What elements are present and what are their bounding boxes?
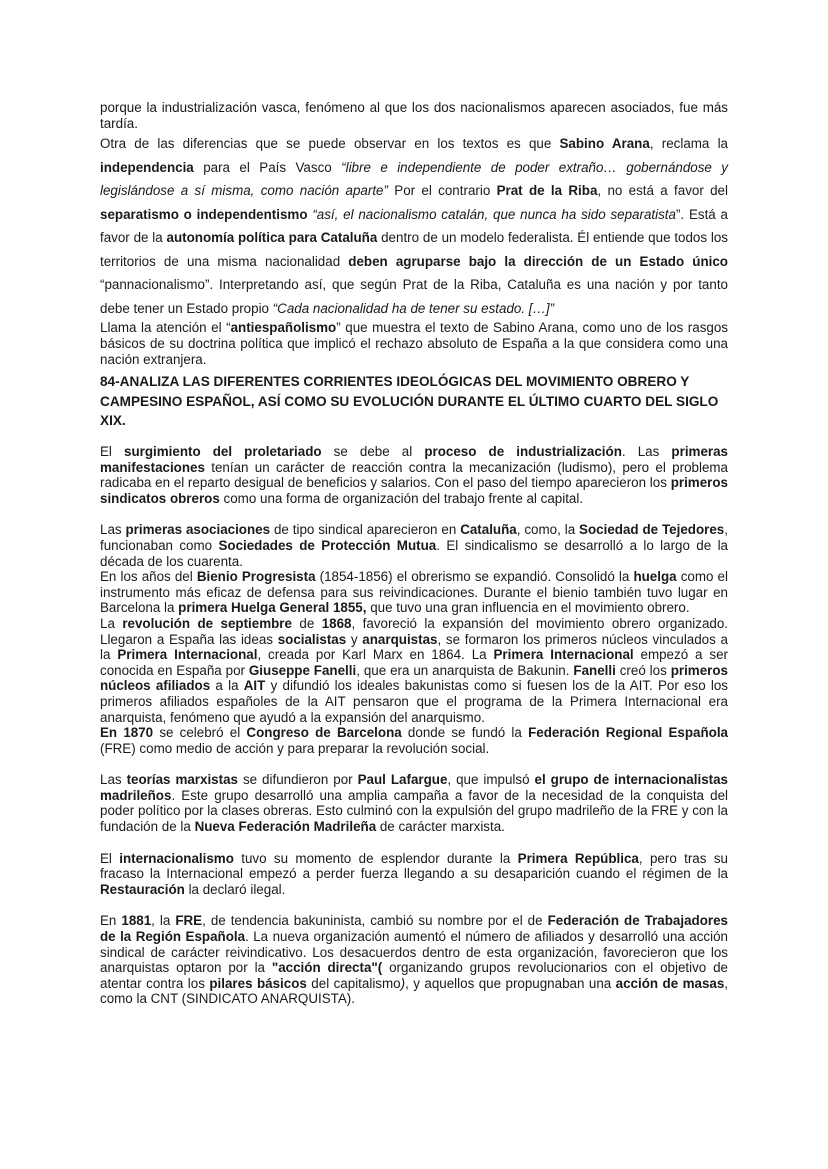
paragraph [100,132,728,320]
bold-text: Restauración [100,881,185,897]
bold-text: Bienio Progresista [196,569,316,585]
text-run: , funcionaban como [100,522,728,553]
text-run: Llama la atención el “ [100,320,231,335]
text-run: En los años del [100,569,197,585]
text-run: tenían un carácter de reacción contra la mecanización (ludismo), pero el problema radicaba en el reparto desigual de beneficios y salarios. Con el paso del tiempo aparecieron los [100,459,728,491]
bold-text: Giuseppe Fanelli [248,662,357,678]
paragraph [100,725,728,756]
text-run: (FRE) como medio de acción y para preparar la revolución social. [100,740,490,756]
text-run: , reclama la [649,136,728,151]
bold-text: Cataluña [460,522,517,538]
text-run: de carácter marxista. [376,819,505,835]
text-run: como el instrumento más eficaz de defensa para sus reivindicaciones. Durante el bienio también tuvo lugar en Barcelona la [100,569,728,616]
text-run: , que era un anarquista de Bakunin. [356,662,574,678]
text-run: del capitalismo [306,975,401,991]
text-run: (1854-1856) el obrerismo se expandió. Consolidó la [315,569,634,585]
bold-text: revolución de septiembre [122,615,292,631]
bold-text: Sabino Arana [559,136,650,151]
paragraph [100,100,728,132]
bold-text: primeras asociaciones [125,522,271,538]
text-run: , de tendencia bakuninista, cambió su nombre por el de [202,913,548,929]
paragraph [100,320,728,368]
paragraph-gap [100,506,728,522]
paragraph [100,444,728,506]
text-run: “pannacionalismo”. Interpretando así, que según Prat de la Riba, Cataluña es una nación y por tanto debe tener un Estado propio [100,277,728,316]
text-run: a la [210,678,244,694]
text-run: El [100,444,125,459]
text-run: , no está a favor del [597,183,728,198]
bold-text: Nueva Federación Madrileña [194,819,377,835]
bold-text: 1881 [121,913,152,929]
text-run: creó los [615,662,671,678]
text-run: porque la industrialización vasca, fenómeno al que los dos nacionalismos aparecen asociados, fue más tardía. [100,100,728,131]
paragraph [100,913,728,1007]
paragraph [100,616,728,725]
text-run: y difundió los ideales bakunistas como si fuesen los de la AIT. Por eso los primeros afiliados españoles de la AIT pensaron que el programa de la Primera Internacional era anarquista, fenómeno que ayudó a la expansión del anarquismo. [100,678,729,725]
bold-text: autonomía política para Cataluña [166,230,378,245]
bold-text: primera Huelga General 1855, [178,600,367,616]
text-run: de tipo sindical aparecieron en [270,522,461,538]
text-run: El [100,850,120,866]
text-run: En [100,913,122,929]
text-run: la declaró ilegal. [184,881,286,897]
bold-text: anarquistas [362,631,438,647]
bold-text: surgimiento del proletariado [124,444,322,459]
text-run: donde se fundó la [401,725,529,741]
text-run: , y aquellos que propugnaban una [405,975,616,991]
bold-text: Paul Lafargue [357,772,448,788]
bold-text: 1868 [321,615,352,631]
bold-text: Prat de la Riba [496,183,598,198]
paragraph-gap [100,835,728,851]
text-run: Las [100,522,126,538]
text-run: , pero tras su fracaso la Internacional empezó a perder fuerza llegando a su desaparición cuando el régimen de la [100,850,728,882]
paragraph [100,522,728,569]
bold-text: Primera Internacional [493,647,634,663]
bold-text: pilares básicos [209,975,307,991]
text-run: La [100,615,123,631]
bold-text: Congreso de Barcelona [246,725,402,741]
section-heading: 84-ANALIZA LAS DIFERENTES CORRIENTES IDEOLÓGICAS DEL MOVIMIENTO OBRERO Y CAMPESINO ESPAÑOL, ASÍ COMO SU EVOLUCIÓN DURANTE EL ÚLTIMO CUARTO DEL SIGLO XIX. [100,374,719,428]
text-run: se debe al [321,444,425,459]
bold-text: Federación de Trabajadores de la Región Española [100,913,728,945]
text-run: organizando grupos revolucionarios con el objetivo de atentar contra los [100,960,728,991]
text-run: Otra de las diferencias que se puede observar en los textos es que [100,136,560,151]
italic-quote: “así, el nacionalismo catalán, que nunca ha sido separatista [312,206,676,222]
paragraph [100,772,728,834]
italic-quote: ) [400,975,406,991]
italic-quote: “libre e independiente de poder extraño… gobernándose y legislándose a sí misma, como nación aparte” [100,159,728,198]
text-run: ”. Está a favor de la [100,206,728,245]
bold-text: antiespañolismo [230,320,337,335]
text-run: , se formaron los primeros núcleos vinculados a la [100,631,728,663]
bold-text: En 1870 [100,725,154,741]
text-run: , creada por Karl Marx en 1864. La [257,647,494,663]
paragraph [100,569,728,616]
bold-text: Primera República [517,850,639,866]
text-run: , la [151,913,176,929]
text-run: dentro de un modelo federalista. Él entiende que todos los territorios de una misma nacionalidad [100,230,728,269]
text-run: se celebró el [153,725,247,741]
paragraph [100,851,728,898]
bold-text: Federación Regional Española [528,725,728,741]
text-run: , como la CNT (SINDICATO ANARQUISTA). [100,975,729,1007]
paragraph-gap [100,756,728,772]
bold-text: Sociedad de Tejedores [579,522,725,538]
bold-text: proceso de industrialización [424,444,622,459]
bold-text: independencia [100,159,194,175]
text-run: que tuvo una gran influencia en el movimiento obrero. [366,600,690,616]
text-run: . El sindicalismo se desarrolló a lo largo de la década de los cuarenta. [100,537,728,569]
text-run: para el País Vasco [193,159,342,175]
bold-text: "acción directa"( [271,960,383,976]
bold-text: FRE [175,913,203,929]
text-run: . Este grupo desarrolló una amplia campaña a favor de la necesidad de la conquista del poder político por la clases obreras. Esto culminó con la expulsión del grupo madrileño de la FRE y con la fundación de la [100,787,728,835]
text-run: de [291,615,322,631]
text-run: se difundieron por [237,772,358,788]
text-run: . La nueva organización aumentó el número de afiliados y desarrolló una acción sindical de carácter reivindicativo. Los desacuerdos dentro de esta organización, favorecieron que los anarquistas optaron por la [100,929,728,976]
bold-text: Primera Internacional [117,647,258,663]
bold-text: AIT [243,678,266,694]
text-run: empezó a ser conocida en España por [100,647,728,678]
bold-text: el grupo de internacionalistas madrileños [100,772,728,803]
paragraph-gap [100,897,728,913]
section-nationalism-continuation [100,100,728,368]
bold-text: Sociedades de Protección Mutua [218,537,437,553]
text-run: , como, la [516,522,580,538]
text-run: tuvo su momento de esplendor durante la [233,850,518,866]
text-run: Las [100,772,127,788]
bold-text: huelga [633,569,677,585]
bold-text: teorías marxistas [126,772,238,788]
section-workers-movement [100,444,728,1007]
text-run: como una forma de organización del trabajo frente al capital. [219,490,584,506]
text-run: . Las [621,444,672,459]
text-run: y [346,631,363,647]
bold-text: Fanelli [573,662,616,678]
bold-text: primeros sindicatos obreros [100,475,728,506]
bold-text: primeros núcleos afiliados [100,662,728,694]
text-run: Por el contrario [387,183,497,198]
text-run: , que impulsó [447,772,535,788]
text-run: , favoreció la expansión del movimiento obrero organizado. Llegaron a España las ideas [100,615,729,647]
bold-text: socialistas [277,631,347,647]
bold-text: acción de masas [615,975,725,991]
bold-text: deben agruparse bajo la dirección de un Estado único [348,253,728,269]
bold-text: internacionalismo [119,850,234,866]
italic-quote: “Cada nacionalidad ha de tener su estado. […]” [272,300,555,316]
bold-text: primeras manifestaciones [100,444,728,475]
bold-text: separatismo o independentismo [100,206,308,222]
text-run: ” que muestra el texto de Sabino Arana, como uno de los rasgos básicos de su doctrina política que implicó el rechazo absoluto de España a la que considera como una nación extranjera. [100,320,728,367]
